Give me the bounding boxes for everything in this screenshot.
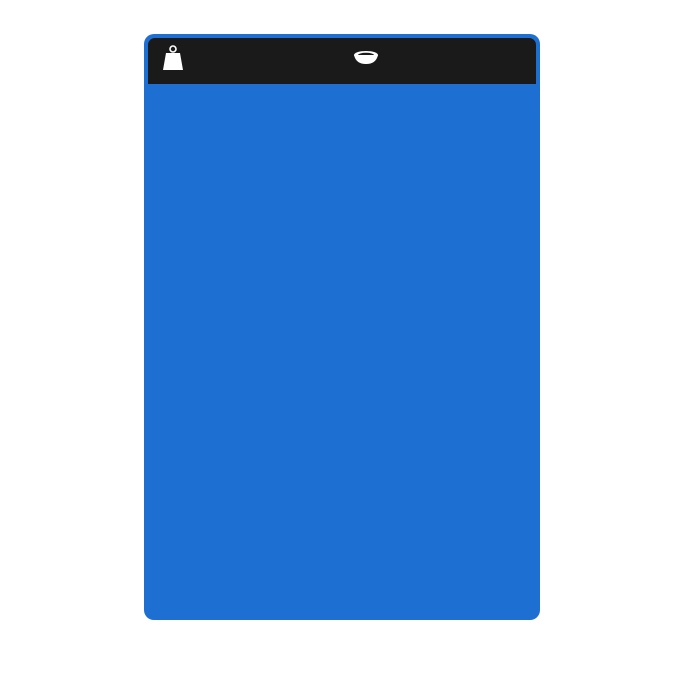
junior-band-top: [148, 82, 536, 95]
food-bowl-icon: [353, 50, 379, 66]
legend-bar: [148, 38, 536, 84]
weight-kg-icon: [162, 45, 184, 71]
weight-legend: [190, 45, 345, 54]
amount-legend: [386, 45, 536, 54]
feeding-guide-card: [144, 34, 540, 620]
